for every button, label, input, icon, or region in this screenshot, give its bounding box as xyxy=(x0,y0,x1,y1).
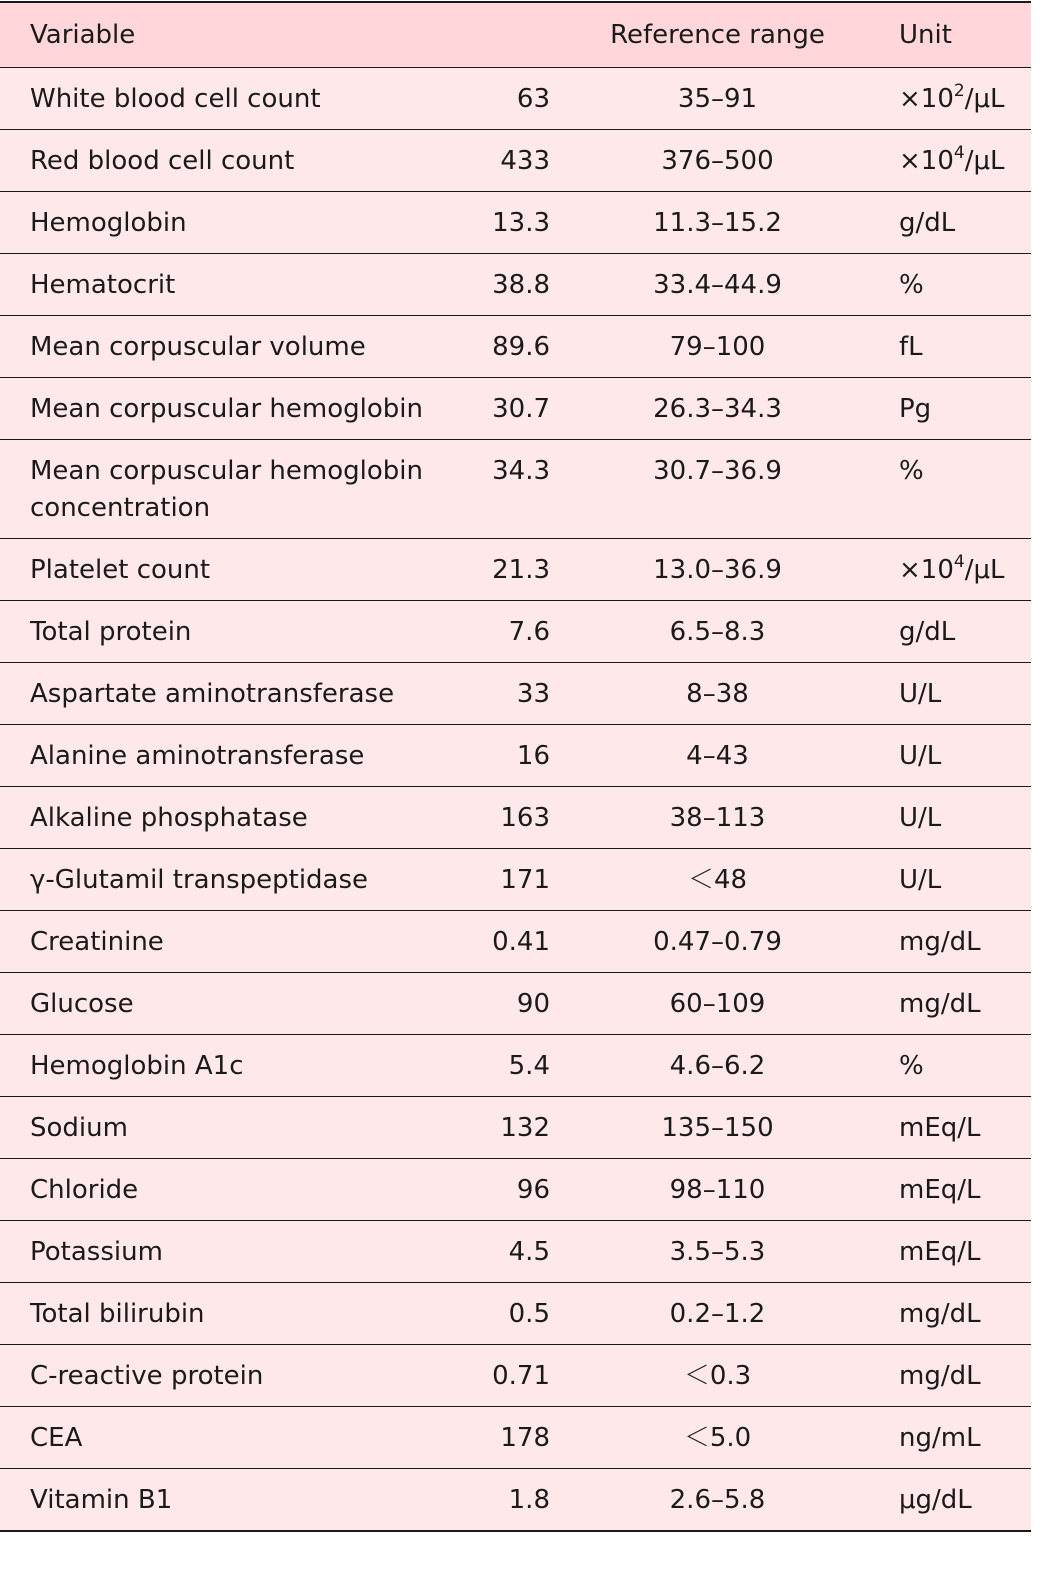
cell-variable: Chloride xyxy=(0,1159,440,1221)
cell-unit xyxy=(885,973,1031,1035)
unit-exponent: 4 xyxy=(953,143,965,164)
unit-base: U/L xyxy=(899,803,942,833)
cell-value: 34.3 xyxy=(440,440,550,539)
cell-value: 16 xyxy=(440,725,550,787)
cell-unit xyxy=(885,1221,1031,1283)
cell-reference-range: 26.3–34.3 xyxy=(550,378,885,440)
cell-variable: Hemoglobin A1c xyxy=(0,1035,440,1097)
cell-reference-range: 13.0–36.9 xyxy=(550,539,885,601)
cell-unit xyxy=(885,1407,1031,1469)
cell-reference-range: 6.5–8.3 xyxy=(550,601,885,663)
cell-value: 89.6 xyxy=(440,316,550,378)
cell-value: 0.41 xyxy=(440,911,550,973)
table-row xyxy=(0,1407,1031,1469)
cell-unit xyxy=(885,1283,1031,1345)
unit-base: % xyxy=(899,1051,924,1081)
table-body xyxy=(0,68,1031,1532)
table-row xyxy=(0,1469,1031,1532)
cell-unit xyxy=(885,1469,1031,1532)
unit-base: μg/dL xyxy=(899,1485,972,1515)
cell-unit xyxy=(885,539,1031,601)
table-row xyxy=(0,911,1031,973)
cell-reference-range: ＜5.0 xyxy=(550,1407,885,1469)
cell-variable: Alkaline phosphatase xyxy=(0,787,440,849)
cell-reference-range: 33.4–44.9 xyxy=(550,254,885,316)
unit-base: g/dL xyxy=(899,617,956,647)
cell-value: 5.4 xyxy=(440,1035,550,1097)
cell-reference-range: ＜48 xyxy=(550,849,885,911)
cell-value: 33 xyxy=(440,663,550,725)
table-row xyxy=(0,440,1031,539)
cell-variable: Hematocrit xyxy=(0,254,440,316)
cell-unit xyxy=(885,254,1031,316)
cell-reference-range: 11.3–15.2 xyxy=(550,192,885,254)
unit-exponent: 4 xyxy=(953,552,965,573)
cell-reference-range: 3.5–5.3 xyxy=(550,1221,885,1283)
cell-variable: Glucose xyxy=(0,973,440,1035)
table-row xyxy=(0,130,1031,192)
unit-base: U/L xyxy=(899,679,942,709)
cell-variable: Alanine aminotransferase xyxy=(0,725,440,787)
cell-reference-range: 0.47–0.79 xyxy=(550,911,885,973)
cell-reference-range: 2.6–5.8 xyxy=(550,1469,885,1532)
cell-value: 1.8 xyxy=(440,1469,550,1532)
cell-reference-range: 98–110 xyxy=(550,1159,885,1221)
cell-unit xyxy=(885,130,1031,192)
cell-unit xyxy=(885,192,1031,254)
unit-tail: /μL xyxy=(964,555,1005,585)
unit-base: ×10 xyxy=(899,555,954,585)
cell-reference-range: 35–91 xyxy=(550,68,885,130)
cell-value: 90 xyxy=(440,973,550,1035)
table-header xyxy=(0,2,1031,68)
unit-tail: /μL xyxy=(964,84,1005,114)
table-row xyxy=(0,254,1031,316)
table-row xyxy=(0,1221,1031,1283)
unit-base: U/L xyxy=(899,741,942,771)
unit-base: U/L xyxy=(899,865,942,895)
cell-variable: Aspartate aminotransferase xyxy=(0,663,440,725)
cell-variable: Creatinine xyxy=(0,911,440,973)
table-row xyxy=(0,1097,1031,1159)
unit-tail: /μL xyxy=(964,146,1005,176)
table-row xyxy=(0,663,1031,725)
cell-value: 4.5 xyxy=(440,1221,550,1283)
cell-unit xyxy=(885,725,1031,787)
cell-variable: Mean corpuscular hemoglobin xyxy=(0,378,440,440)
cell-value: 30.7 xyxy=(440,378,550,440)
cell-reference-range: 79–100 xyxy=(550,316,885,378)
table-row xyxy=(0,601,1031,663)
cell-variable: Red blood cell count xyxy=(0,130,440,192)
table-row xyxy=(0,1035,1031,1097)
cell-reference-range: 4.6–6.2 xyxy=(550,1035,885,1097)
header-reference-range: Reference range xyxy=(550,2,885,68)
unit-base: mg/dL xyxy=(899,1299,981,1329)
cell-unit xyxy=(885,849,1031,911)
cell-value: 178 xyxy=(440,1407,550,1469)
cell-value: 0.5 xyxy=(440,1283,550,1345)
unit-base: ng/mL xyxy=(899,1423,981,1453)
cell-reference-range: 38–113 xyxy=(550,787,885,849)
table-row xyxy=(0,1283,1031,1345)
table-row xyxy=(0,316,1031,378)
cell-value: 163 xyxy=(440,787,550,849)
table-row xyxy=(0,539,1031,601)
cell-reference-range: 135–150 xyxy=(550,1097,885,1159)
cell-reference-range: 8–38 xyxy=(550,663,885,725)
cell-unit xyxy=(885,316,1031,378)
unit-base: Pg xyxy=(899,394,932,424)
cell-variable: Platelet count xyxy=(0,539,440,601)
unit-base: mEq/L xyxy=(899,1237,981,1267)
cell-variable: White blood cell count xyxy=(0,68,440,130)
lab-results-table xyxy=(0,1,1031,1532)
table-row xyxy=(0,192,1031,254)
cell-value: 0.71 xyxy=(440,1345,550,1407)
cell-variable: γ-Glutamil transpeptidase xyxy=(0,849,440,911)
cell-reference-range: 60–109 xyxy=(550,973,885,1035)
header-unit: Unit xyxy=(885,2,1031,68)
cell-value: 433 xyxy=(440,130,550,192)
cell-variable: Vitamin B1 xyxy=(0,1469,440,1532)
cell-unit xyxy=(885,440,1031,539)
cell-variable: CEA xyxy=(0,1407,440,1469)
cell-value: 63 xyxy=(440,68,550,130)
cell-value: 171 xyxy=(440,849,550,911)
cell-unit xyxy=(885,601,1031,663)
cell-value: 132 xyxy=(440,1097,550,1159)
unit-exponent: 2 xyxy=(953,81,965,102)
table-row xyxy=(0,1345,1031,1407)
table-row xyxy=(0,1159,1031,1221)
cell-unit xyxy=(885,663,1031,725)
table-row xyxy=(0,849,1031,911)
cell-unit xyxy=(885,1159,1031,1221)
cell-variable: C-reactive protein xyxy=(0,1345,440,1407)
table-row xyxy=(0,973,1031,1035)
cell-value: 96 xyxy=(440,1159,550,1221)
cell-reference-range: 4–43 xyxy=(550,725,885,787)
unit-base: mg/dL xyxy=(899,989,981,1019)
cell-variable: Mean corpuscular hemoglobin concentration xyxy=(0,440,440,539)
unit-base: mEq/L xyxy=(899,1113,981,1143)
cell-variable: Sodium xyxy=(0,1097,440,1159)
table-row xyxy=(0,787,1031,849)
unit-base: mg/dL xyxy=(899,1361,981,1391)
cell-variable: Mean corpuscular volume xyxy=(0,316,440,378)
cell-unit xyxy=(885,787,1031,849)
unit-base: mEq/L xyxy=(899,1175,981,1205)
cell-reference-range: 30.7–36.9 xyxy=(550,440,885,539)
cell-unit xyxy=(885,1035,1031,1097)
cell-unit xyxy=(885,378,1031,440)
cell-value: 21.3 xyxy=(440,539,550,601)
table-row xyxy=(0,378,1031,440)
table-row xyxy=(0,725,1031,787)
unit-base: % xyxy=(899,270,924,300)
cell-unit xyxy=(885,1097,1031,1159)
unit-base: ×10 xyxy=(899,146,954,176)
header-variable: Variable xyxy=(0,2,440,68)
unit-base: fL xyxy=(899,332,923,362)
cell-variable: Total bilirubin xyxy=(0,1283,440,1345)
unit-base: % xyxy=(899,456,924,486)
cell-unit xyxy=(885,911,1031,973)
cell-unit xyxy=(885,68,1031,130)
cell-reference-range: 376–500 xyxy=(550,130,885,192)
unit-base: ×10 xyxy=(899,84,954,114)
cell-value: 7.6 xyxy=(440,601,550,663)
cell-value: 13.3 xyxy=(440,192,550,254)
cell-variable: Hemoglobin xyxy=(0,192,440,254)
cell-variable: Potassium xyxy=(0,1221,440,1283)
table-row xyxy=(0,68,1031,130)
unit-base: mg/dL xyxy=(899,927,981,957)
cell-unit xyxy=(885,1345,1031,1407)
cell-reference-range: ＜0.3 xyxy=(550,1345,885,1407)
cell-reference-range: 0.2–1.2 xyxy=(550,1283,885,1345)
lab-results-table-wrap xyxy=(0,1,1031,1532)
cell-value: 38.8 xyxy=(440,254,550,316)
header-row xyxy=(0,2,1031,68)
header-value xyxy=(440,2,550,68)
unit-base: g/dL xyxy=(899,208,956,238)
cell-variable: Total protein xyxy=(0,601,440,663)
